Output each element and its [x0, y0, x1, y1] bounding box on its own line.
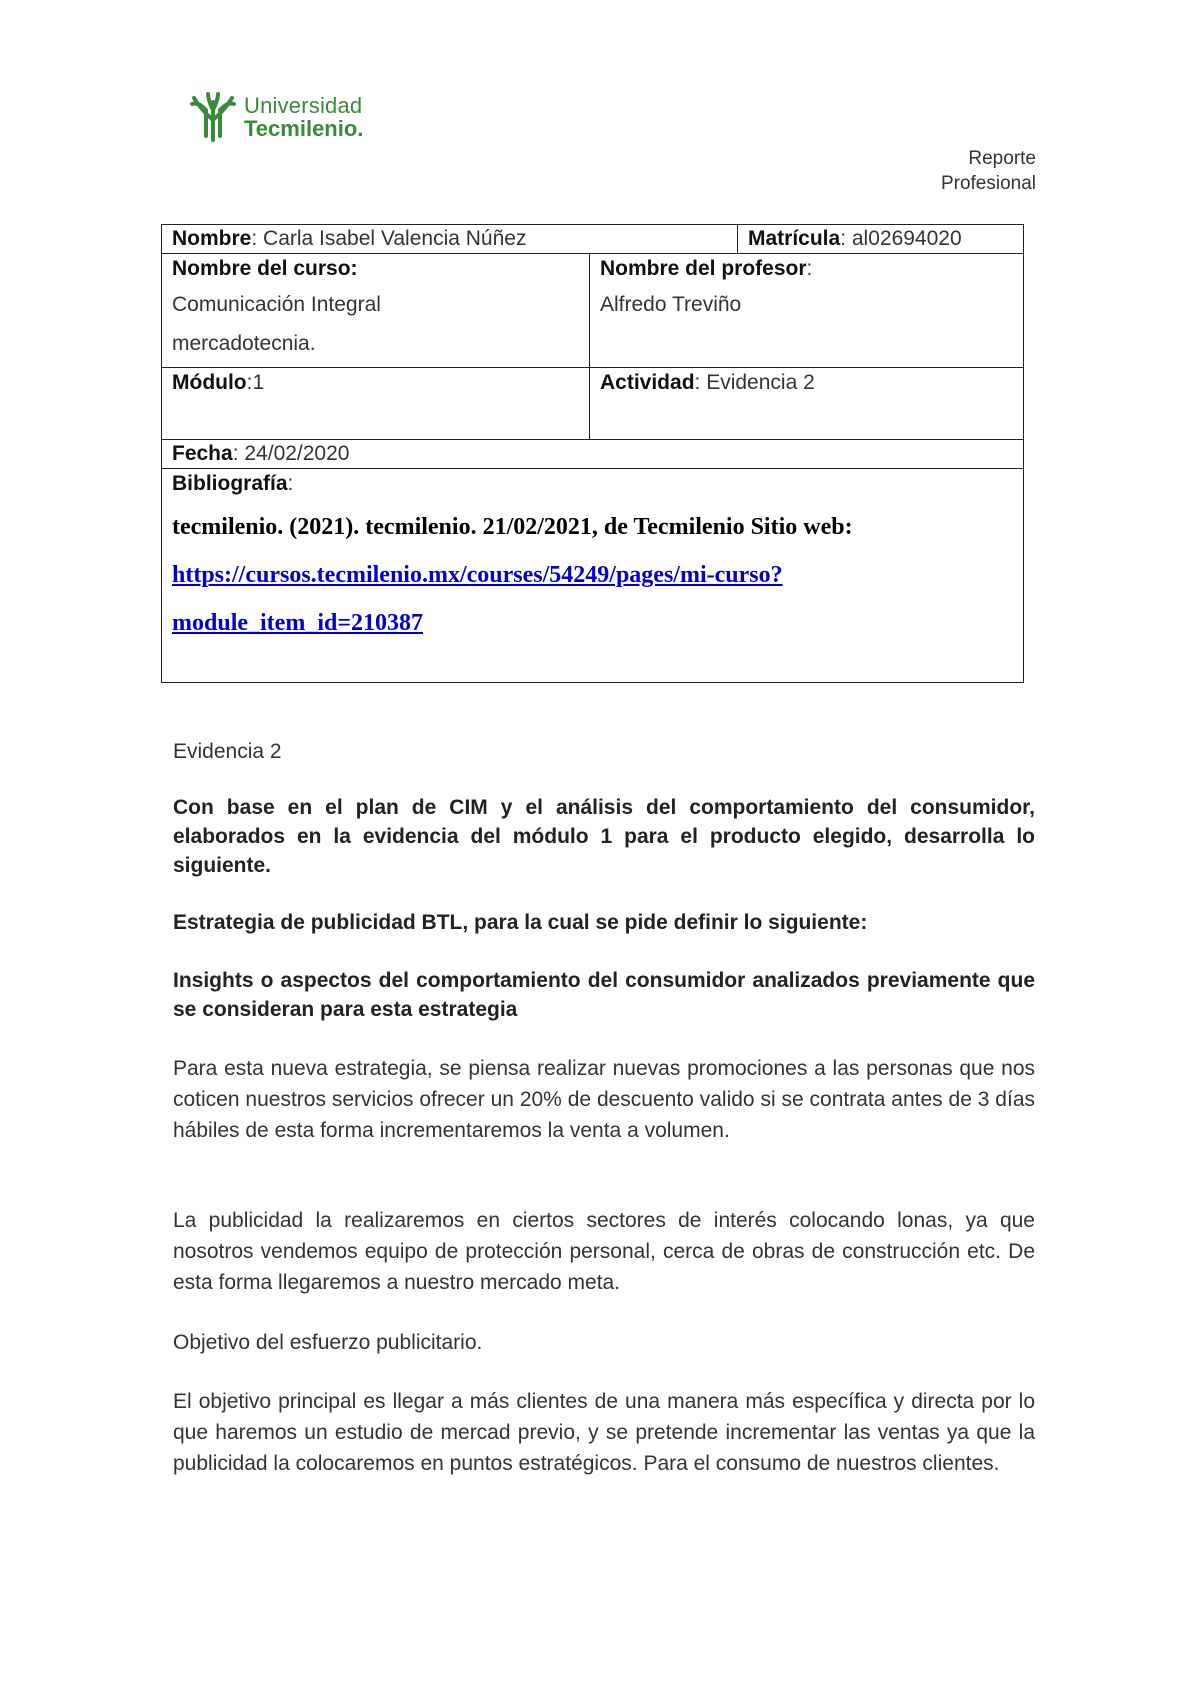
bibliography-link-line2[interactable]: module_item_id=210387	[172, 610, 424, 636]
bibliography-citation: tecmilenio. (2021). tecmilenio. 21/02/2021, de Tecmilenio Sitio web:	[172, 514, 853, 540]
logo-line-tecmilenio: Tecmilenio.	[244, 115, 364, 141]
info-row-bibliography	[162, 469, 1023, 682]
name-cell	[162, 225, 737, 253]
date-value: : 24/02/2020	[232, 442, 350, 465]
instruction-text: Con base en el plan de CIM y el análisis del comportamiento del consumidor, elaborados en la evidencia del módulo 1 para el producto elegido, desarrolla lo siguiente.	[173, 796, 1035, 877]
date-cell	[162, 440, 1023, 468]
paragraph-promotions: Para esta nueva estrategia, se piensa realizar nuevas promociones a las personas que nos coticen nuestros servicios ofrecer un 20% de descuento valido si se contrata antes de 3 días hábiles de esta forma incrementaremos la venta a volumen.	[173, 1057, 1035, 1142]
logo-line-universidad: Universidad	[244, 92, 363, 118]
info-row-date	[162, 440, 1023, 469]
professor-colon: :	[806, 257, 813, 280]
professor-cell	[589, 254, 1023, 367]
bibliography-link-line1[interactable]: https://cursos.tecmilenio.mx/courses/54249/pages/mi-curso?	[172, 562, 783, 588]
document-type	[941, 146, 1036, 196]
info-row-module	[162, 368, 1023, 440]
module-value: :1	[246, 371, 265, 394]
course-line2: mercadotecnia.	[172, 332, 316, 355]
bibliography-label: Bibliografía	[172, 472, 288, 495]
professor-label: Nombre del profesor	[600, 257, 807, 280]
matricula-value: : al02694020	[840, 227, 962, 250]
paragraph-advertising: La publicidad la realizaremos en ciertos sectores de interés colocando lonas, ya que nosotros vendemos equipo de protección personal, cerca de obras de construcción etc. De esta forma llegaremos a nuestro mercado meta.	[173, 1209, 1035, 1294]
professor-value: Alfredo Treviño	[600, 293, 742, 316]
info-row-course	[162, 254, 1023, 368]
student-info-table	[161, 224, 1024, 683]
matricula-cell	[737, 225, 1023, 253]
course-label: Nombre del curso:	[172, 257, 358, 280]
activity-value: : Evidencia 2	[694, 371, 815, 394]
insights-heading: Insights o aspectos del comportamiento del consumidor analizados previamente que se consideran para esta estrategia	[173, 969, 1035, 1021]
bibliography-cell	[162, 469, 1023, 682]
name-label: Nombre	[172, 227, 252, 250]
activity-cell	[589, 368, 1023, 439]
document-type-line1: Reporte	[968, 148, 1036, 169]
module-cell	[162, 368, 589, 439]
name-value: : Carla Isabel Valencia Núñez	[251, 227, 527, 250]
objective-heading: Objetivo del esfuerzo publicitario.	[173, 1331, 483, 1354]
document-type-line2: Profesional	[940, 173, 1036, 194]
strategy-heading: Estrategia de publicidad BTL, para la cual se pide definir lo siguiente:	[173, 911, 868, 934]
activity-label: Actividad	[600, 371, 695, 394]
course-cell	[162, 254, 589, 367]
matricula-label: Matrícula	[748, 227, 841, 250]
course-line1: Comunicación Integral	[172, 293, 381, 316]
info-row-name	[162, 225, 1023, 254]
tecmilenio-leaf-icon	[188, 92, 238, 142]
bibliography-colon: :	[287, 472, 294, 495]
module-label: Módulo	[172, 371, 247, 394]
date-label: Fecha	[172, 442, 233, 465]
evidence-title: Evidencia 2	[173, 740, 282, 763]
university-logo	[188, 92, 363, 142]
paragraph-objective: El objetivo principal es llegar a más clientes de una manera más específica y directa por lo que haremos un estudio de mercad previo, y se pretende incrementar las ventas ya que la publicidad la colocaremos en puntos estratégicos. Para el consumo de nuestros clientes.	[173, 1390, 1035, 1475]
